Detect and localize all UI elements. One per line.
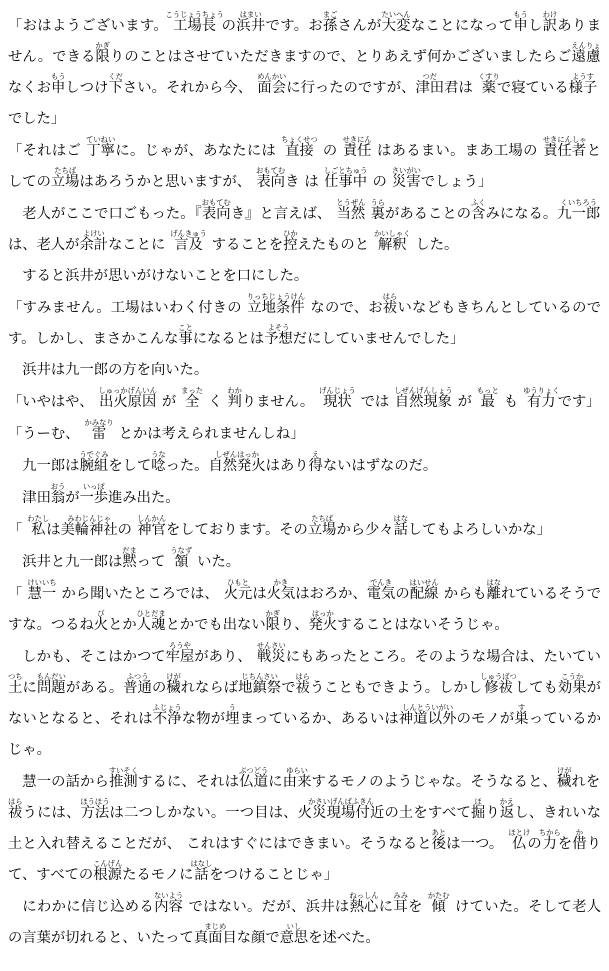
ruby-term: 仏ほとけ — [508, 828, 531, 852]
ruby-term: 立地条件りっちじょうけん — [246, 292, 306, 316]
ruby-term: 申もう — [513, 10, 528, 34]
ruby-term: 控ひか — [283, 229, 298, 253]
ruby-term: 方法ほうほう — [80, 797, 110, 821]
ruby-term: 一歩いっぽ — [79, 482, 109, 506]
ruby-term: 責任者せきにんしゃ — [542, 135, 587, 159]
ruby-term: 耳みみ — [393, 891, 408, 915]
paragraph: 「おはようございます。工場長こうじょうちょうの浜井はまいです。お孫まごさんが大変たいへんなことになって申もうし訳わけありません。できる限かぎりのことはさせていただきますので、とりあえず何かございましたらご遠慮えんりょなくお申もうしつけ下ください。それから今、 面会めんかいに行ったのですが、津田つだ君は 薬くすりで寝ている様子ようすでした」 — [8, 10, 601, 127]
ruby-term: 有力ゆうりょく — [523, 386, 560, 410]
ruby-term: 丁寧ていねい — [86, 135, 116, 159]
paragraph: しかも、そこはかつて牢屋ろうやがあり、 戦災せんさいにもあったところ。そのような場合は、たいてい土つちに問題もんだいがある。普通ふつうの穢けがれならば地鎮祭じちんさいで祓はらうこともできよう。しかし修祓しゅうばつしても効果こうかがないとなると、それは不浄ふじょうな物が埋うまっているか、あるいは神道以外しんとういがいのモノが巣すっているかじゃ。 — [8, 641, 602, 758]
ruby-term: 牢屋ろうや — [165, 641, 195, 665]
ruby-term: 不浄ふじょう — [152, 703, 182, 727]
ruby-term: 私わたし — [27, 514, 50, 538]
ruby-term: 申もう — [50, 72, 66, 96]
ruby-term: 真面目まじめ — [193, 922, 237, 946]
ruby-term: 仕事中しごとちゅう — [323, 166, 368, 190]
ruby-term: 穢けが — [556, 766, 572, 790]
paragraph: 津田翁おうが一歩いっぽ進み出た。 — [22, 482, 180, 506]
ruby-term: 工場長こうじょうちょう — [165, 10, 224, 34]
ruby-term: 火気かき — [266, 578, 296, 602]
ruby-term: 事こと — [178, 323, 193, 347]
paragraph: すると浜井が思いがけないことを口にした。 — [22, 268, 309, 284]
ruby-term: 発火はっか — [308, 609, 338, 633]
ruby-term: 津田つだ — [415, 72, 445, 96]
paragraph: 「すみません。工場はいわく付きの 立地条件りっちじょうけんなので、お祓はらいなどもきちんとしているのです。しかし、まさかこんな事ことになるとは予想よそうだにしていませんでした」 — [8, 292, 601, 347]
ruby-term: 立場たちば — [307, 514, 337, 538]
paragraph: 慧一の話から推測すいそくするに、それは仏道ぶつどうに由来ゆらいするモノのようじゃな。そうなると、穢けがれを祓はらうには、方法ほうほうは二つしかない。一つ目は、火災現場付近かさいげんばふきんの土をすべて掘ほり返かえし、きれいな土と入れ替えることだが、 これはすぐにはできまい。そうなると後あとは一つ。 仏ほとけの力ちからを借かりて、すべての根源こんげんたるモノに話はなしをつけることじゃ」 — [8, 766, 602, 883]
paragraph: 浜井は九一郎の方を向いた。 — [22, 362, 209, 378]
ruby-term: 自然発火しぜんはっか — [208, 450, 266, 474]
ruby-term: 表向おもてむ — [201, 198, 231, 222]
ruby-term: 問題もんだい — [36, 672, 66, 696]
ruby-term: 美輪神社みわじんじゃ — [60, 514, 118, 538]
ruby-term: 熱心ねっしん — [349, 891, 379, 915]
ruby-term: 腕組うでぐみ — [79, 450, 109, 474]
paragraph: 「うーむ、 雷かみなりとかは考えられませんしね」 — [8, 418, 305, 442]
ruby-term: 内容ないよう — [153, 891, 184, 915]
ruby-term: 傾かたむ — [427, 891, 450, 915]
paragraph: 「 慧一けいいちから聞いたところでは、 火元ひもとは火気かきはおろか、電気でんきの配線はいせんからも離はなれているそうですな。つるね火びとか人魂ひとだまとかでも出ない限かぎり、発火はっかすることはないそうじゃ。 — [8, 578, 602, 633]
ruby-term: 地鎮祭じちんさい — [238, 672, 282, 696]
ruby-term: 限かぎ — [265, 609, 281, 633]
ruby-term: 火災現場付近かさいげんばふきん — [297, 797, 385, 821]
ruby-term: 推測すいそく — [108, 766, 139, 790]
ruby-term: 掘ほ — [470, 797, 486, 821]
ruby-term: 仏道ぶつどう — [239, 766, 269, 790]
ruby-term: 自然現象しぜんげんしょう — [394, 386, 453, 410]
ruby-term: 巣す — [514, 703, 529, 727]
ruby-term: 黙だま — [122, 546, 137, 570]
ruby-term: 直接ちょくせつ — [281, 135, 318, 159]
ruby-term: 現状げんじょう — [319, 386, 356, 410]
ruby-term: 様子ようす — [568, 72, 598, 96]
ruby-term: 責任せきにん — [342, 135, 372, 159]
ruby-term: 薬くすり — [477, 72, 500, 96]
ruby-term: 訳わけ — [542, 10, 558, 34]
paragraph: 老人がここで口ごもった。『表向おもてむき』と言えば、 当然とうぜん裏うらがあることの含ふくみになる。九一郎くいちろうは、老人が余計よけいなことに 言及げんきゅうすることを控ひかえたものと 解釈かいしゃくした。 — [8, 198, 601, 253]
ruby-term: 話はなし — [190, 859, 213, 883]
ruby-term: 翁おう — [50, 482, 66, 506]
ruby-term: 言及げんきゅう — [170, 229, 207, 253]
ruby-term: 根源こんげん — [93, 859, 123, 883]
ruby-term: 神官しんかん — [136, 514, 167, 538]
ruby-term: 全まった — [181, 386, 204, 410]
ruby-term: 修祓しゅうばつ — [480, 672, 517, 696]
ruby-term: 余計よけい — [79, 229, 109, 253]
ruby-term: 配線はいせん — [409, 578, 439, 602]
ruby-term: 大変たいへん — [381, 10, 411, 34]
ruby-term: 雷かみなり — [84, 418, 114, 442]
ruby-term: 含ふく — [470, 198, 486, 222]
ruby-term: 祓はら — [8, 797, 23, 821]
ruby-term: 借か — [572, 828, 587, 852]
paragraph: 「それはご 丁寧ていねいに。じゃが、あなたには 直接ちょくせつの 責任せきにんはあるまい。まあ工場の 責任者せきにんしゃとしての立場たちばはあろうかと思いますが、 表向おもてむき は 仕事中しごとちゅうの 災害さいがいでしょう」 — [8, 135, 602, 190]
paragraph: 「いやはや、 出火原因しゅっかげんいんが 全まったく 判わかりません。 現状げんじょうでは 自然現象しぜんげんしょうが 最もっとも 有力ゆうりょくです」 — [8, 386, 601, 410]
ruby-term: 意思いし — [279, 922, 309, 946]
paragraph: 浜井と九一郎は黙だまって 頷うなずいた。 — [22, 546, 241, 570]
ruby-term: 効果こうか — [557, 672, 587, 696]
ruby-term: 当然とうぜん — [336, 198, 366, 222]
paragraph: にわかに信じ込める内容ないようではない。だが、浜井は熱心ねっしんに耳みみを 傾かたむけていた。そして老人の言葉が切れると、いたって真面目まじめな顔で意思いしを述べた。 — [8, 891, 602, 946]
ruby-term: 普通ふつう — [123, 672, 152, 696]
ruby-term: 力ちから — [538, 828, 561, 852]
paragraph: 「 私わたしは美輪神社みわじんじゃの 神官しんかんをしております。その立場たちばから少々話はなしてもよろしいかな」 — [8, 514, 551, 538]
ruby-term: 浜井はまい — [236, 10, 266, 34]
ruby-term: 人魂ひとだま — [136, 609, 166, 633]
ruby-term: 面会めんかい — [257, 72, 287, 96]
ruby-term: 災害さいがい — [391, 166, 421, 190]
ruby-term: 予想よそう — [264, 323, 293, 347]
ruby-term: 出火原因しゅっかげんいん — [98, 386, 157, 410]
ruby-term: 裏うら — [370, 198, 386, 222]
ruby-term: 火元ひもと — [223, 578, 253, 602]
paragraph: 九一郎は腕組うでぐみをして唸うなった。自然発火しぜんはっかはあり得えないはずなのだ。 — [22, 450, 438, 474]
ruby-term: 神道以外しんとういがい — [398, 703, 457, 727]
ruby-term: 火び — [93, 609, 109, 633]
ruby-term: 土つち — [8, 672, 23, 696]
ruby-term: 埋う — [225, 703, 240, 727]
ruby-term: 電気でんき — [366, 578, 396, 602]
ruby-term: 最もっと — [476, 386, 499, 410]
ruby-term: 由来ゆらい — [282, 766, 312, 790]
ruby-term: 得え — [308, 450, 323, 474]
ruby-term: 後あと — [431, 828, 447, 852]
ruby-term: 頷うなず — [170, 546, 193, 570]
ruby-term: 唸うな — [151, 450, 166, 474]
ruby-term: 下くだ — [108, 72, 123, 96]
ruby-term: 慧一けいいち — [27, 578, 57, 602]
ruby-term: 九一郎くいちろう — [557, 198, 601, 222]
ruby-term: 立場たちば — [50, 166, 80, 190]
ruby-term: 祓はら — [382, 292, 398, 316]
ruby-term: 遠慮えんりょ — [571, 41, 601, 65]
ruby-term: 返かえ — [499, 797, 515, 821]
ruby-term: 穢けが — [166, 672, 181, 696]
ruby-term: 判わか — [227, 386, 242, 410]
ruby-term: 離はな — [486, 578, 502, 602]
ruby-term: 話はな — [393, 514, 409, 538]
ruby-term: 孫まご — [322, 10, 338, 34]
ruby-term: 表向おもてむ — [256, 166, 286, 190]
ruby-term: 祓はら — [295, 672, 311, 696]
ruby-term: 限かぎ — [95, 41, 110, 65]
ruby-term: 戦災せんさい — [256, 641, 286, 665]
ruby-term: 解釈かいしゃく — [374, 229, 411, 253]
